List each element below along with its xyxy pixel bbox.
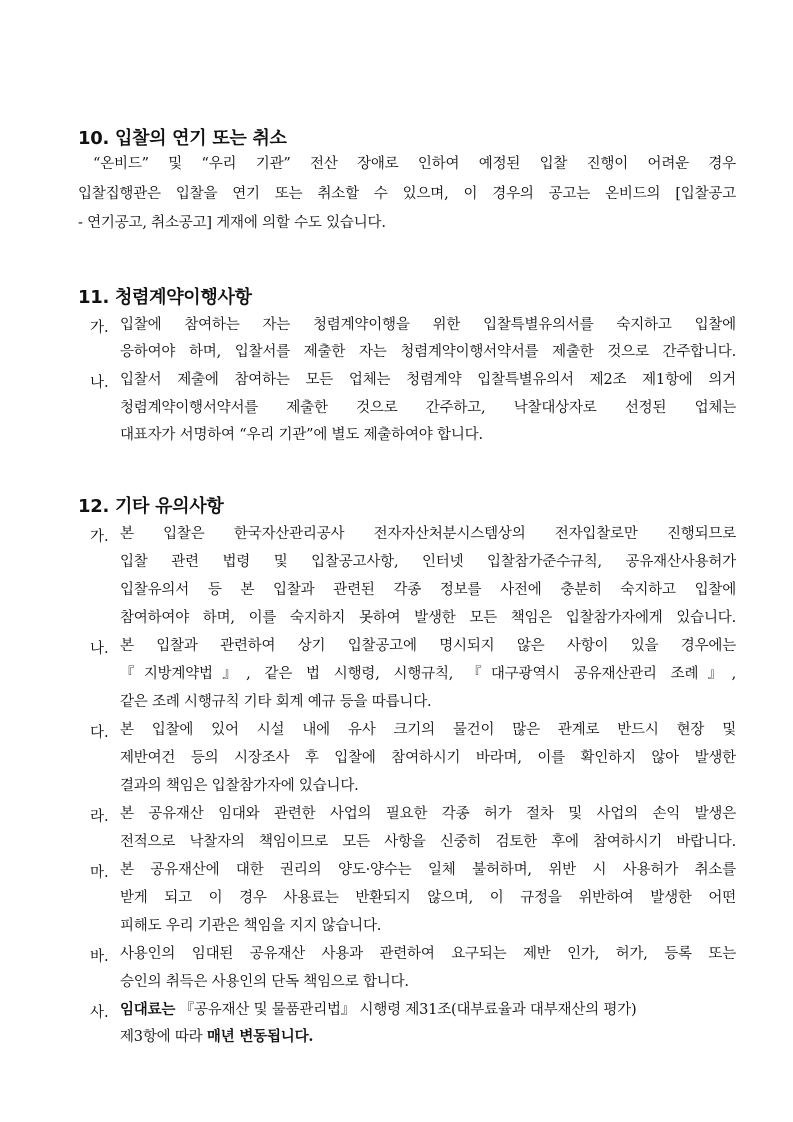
section-10-heading: 10. 입찰의 연기 또는 취소: [78, 128, 287, 149]
rent-clause-text: 제3항에 따라: [120, 1029, 207, 1045]
section-11-item-2-line-2: 청렴계약이행서약서를 제출한 것으로 간주하고, 낙찰대상자로 선정된 업체는: [120, 400, 736, 416]
section-12-item-ra-line-2: 전적으로 낙찰자의 책임이므로 모든 사항을 신중히 검토한 후에 참여하시기 바랍니다.: [120, 834, 736, 850]
section-10-line-3: - 연기공고, 취소공고] 게재에 의할 수도 있습니다.: [78, 215, 386, 231]
section-12-heading: 12. 기타 유의사항: [78, 496, 224, 517]
section-12-item-sa-line-1: [120, 1001, 736, 1019]
section-12-item-ga-line-4: 참여하여야 하며, 이를 숙지하지 못하여 발생한 모든 책임은 입찰참가자에게 있습니다.: [120, 610, 736, 626]
section-12-item-ga-line-3: 입찰유의서 등 본 입찰과 관련된 각종 정보를 사전에 충분히 숙지하고 입찰에: [120, 582, 736, 598]
section-12-item-ga-line-2: 입찰 관련 법령 및 입찰공고사항, 인터넷 입찰참가준수규칙, 공유재산사용허가: [120, 554, 736, 570]
item-marker: 라.: [90, 809, 109, 825]
item-marker: 바.: [90, 949, 109, 965]
section-12-item-da-line-1: 본 입찰에 있어 시설 내에 유사 크기의 물건이 많은 관계로 반드시 현장 및: [120, 722, 736, 738]
item-marker: 가.: [90, 529, 109, 545]
section-11-item-2-line-1: 입찰서 제출에 참여하는 모든 업체는 청렴계약 입찰특별유의서 제2조 제1항에 의거: [120, 372, 736, 388]
item-marker: 나.: [90, 375, 109, 391]
section-12-item-ba-line-2: 승인의 취득은 사용인의 단독 책임으로 합니다.: [120, 974, 409, 990]
section-12-item-ga-line-1: 본 입찰은 한국자산관리공사 전자자산처분시스템상의 전자입찰로만 진행되므로: [120, 526, 736, 542]
section-12-item-da-line-2: 제반여건 등의 시장조사 후 입찰에 참여하시기 바라며, 이를 확인하지 않아 발생한: [120, 750, 736, 766]
section-12-item-sa-line-2: [120, 1028, 313, 1046]
item-marker: 사.: [90, 1005, 109, 1021]
section-12-item-na-line-3: 같은 조례 시행규칙 기타 회계 예규 등을 따릅니다.: [120, 694, 432, 710]
item-marker: 다.: [90, 725, 109, 741]
rent-emphasis: 임대료는: [120, 1001, 176, 1018]
section-10-line-1: “온비드” 및 “우리 기관” 전산 장애로 인하여 예정된 입찰 진행이 어려운 경우: [93, 156, 736, 172]
section-12-item-da-line-3: 결과의 책임은 입찰참가자에 있습니다.: [120, 778, 359, 794]
rent-law-reference: 『공유재산 및 물품관리법』 시행령 제31조(대부료율과 대부재산의 평가): [175, 1002, 637, 1018]
section-12-item-ma-line-3: 피해도 우리 기관은 책임을 지지 않습니다.: [120, 918, 382, 934]
section-12-item-ma-line-2: 받게 되고 이 경우 사용료는 반환되지 않으며, 이 규정을 위반하여 발생한 어떤: [120, 890, 736, 906]
section-11-item-1-line-1: 입찰에 참여하는 자는 청렴계약이행을 위한 입찰특별유의서를 숙지하고 입찰에: [120, 317, 736, 333]
section-12-item-ma-line-1: 본 공유재산에 대한 권리의 양도·양수는 일체 불허하며, 위반 시 사용허가 취소를: [120, 862, 736, 878]
section-11-heading: 11. 청렴계약이행사항: [78, 287, 252, 308]
item-marker: 나.: [90, 641, 109, 657]
section-12-item-na-line-2: 『지방계약법』, 같은 법 시행령, 시행규칙, 『대구광역시 공유재산관리 조례』,: [120, 666, 736, 682]
section-12-item-na-line-1: 본 입찰과 관련하여 상기 입찰공고에 명시되지 않은 사항이 있을 경우에는: [120, 638, 736, 654]
item-marker: 마.: [90, 865, 109, 881]
item-marker: 가.: [90, 320, 109, 336]
section-11-item-2-line-3: 대표자가 서명하여 “우리 기관”에 별도 제출하여야 합니다.: [120, 427, 483, 443]
section-12-item-ba-line-1: 사용인의 임대된 공유재산 사용과 관련하여 요구되는 제반 인가, 허가, 등록 또는: [120, 946, 736, 962]
section-10-line-2: 입찰집행관은 입찰을 연기 또는 취소할 수 있으며, 이 경우의 공고는 온비드의 [입찰공고: [78, 186, 736, 202]
section-11-item-1-line-2: 응하여야 하며, 입찰서를 제출한 자는 청렴계약이행서약서를 제출한 것으로 간주합니다.: [120, 344, 736, 360]
annual-change-emphasis: 매년 변동됩니다.: [206, 1028, 314, 1045]
section-12-item-ra-line-1: 본 공유재산 임대와 관련한 사업의 필요한 각종 허가 절차 및 사업의 손익 발생은: [120, 806, 736, 822]
